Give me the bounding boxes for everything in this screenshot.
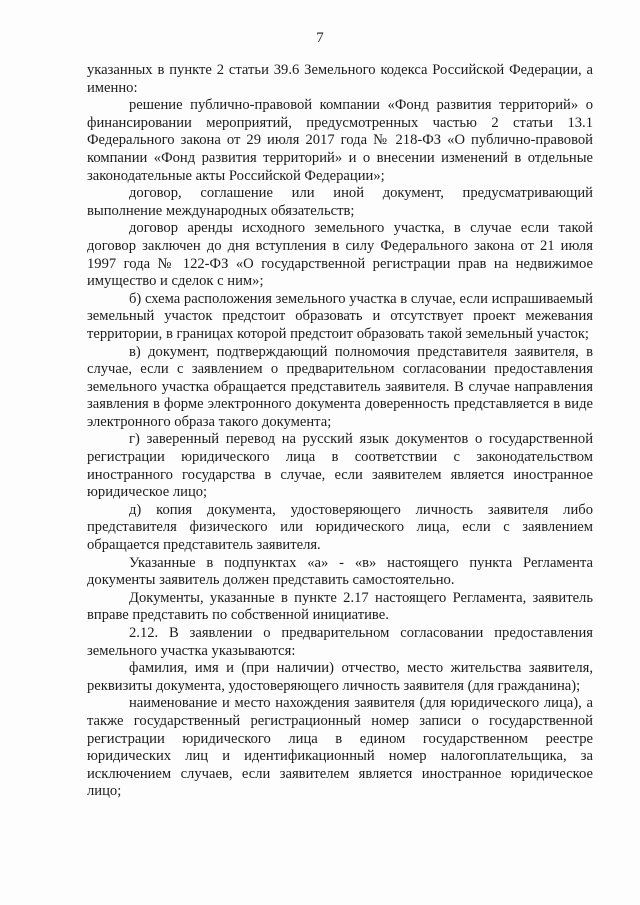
paragraph: Указанные в подпунктах «а» - «в» настоящего пункта Регламента документы заявитель должен представить самостоятельно. [87,554,593,589]
paragraph: в) документ, подтверждающий полномочия представителя заявителя, в случае, если с заявлением о предварительном согласовании предоставления земельного участка обращается представитель заявителя. В случае направления заявления в форме электронного документа доверенность представляется в виде электронного образа такого документа; [87,343,593,430]
paragraph: д) копия документа, удостоверяющего личность заявителя либо представителя физического или юридического лица, если с заявлением обращается представитель заявителя. [87,501,593,554]
paragraph: решение публично-правовой компании «Фонд развития территорий» о финансировании мероприятий, предусмотренных частью 2 статьи 13.1 Федерального закона от 29 июля 2017 года № 218-ФЗ «О публично-правовой компании «Фонд развития территорий» и о внесении изменений в отдельные законодательные акты Российской Федерации»; [87,97,593,184]
page-number: 7 [316,30,324,46]
paragraph: договор аренды исходного земельного участка, в случае если такой договор заключен до дня вступления в силу Федерального закона от 21 июля 1997 года № 122-ФЗ «О государственной регистрации прав на недвижимое имущество и сделок с ним»; [87,220,593,290]
paragraph: б) схема расположения земельного участка в случае, если испрашиваемый земельный участок предстоит образовать и отсутствует проект межевания территории, в границах которой предстоит образовать такой земельный участок; [87,290,593,342]
paragraph: указанных в пункте 2 статьи 39.6 Земельного кодекса Российской Федерации, а именно: [87,62,593,96]
paragraph: 2.12. В заявлении о предварительном согласовании предоставления земельного участка указываются: [87,625,593,659]
paragraph: г) заверенный перевод на русский язык документов о государственной регистрации юридического лица в соответствии с законодательством иностранного государства в случае, если заявителем является иностранное юридическое лицо; [87,431,593,501]
paragraph: договор, соглашение или иной документ, предусматривающий выполнение международных обязательств; [87,185,593,219]
paragraph: фамилия, имя и (при наличии) отчество, место жительства заявителя, реквизиты документа, удостоверяющего личность заявителя (для гражданина); [87,660,593,694]
paragraph: наименование и место нахождения заявителя (для юридического лица), а также государственный регистрационный номер записи о государственной регистрации юридического лица в едином государственном реестре юридических лиц и идентификационный номер налогоплательщика, за исключением случаев, если заявителем является иностранное юридическое лицо; [87,695,593,800]
document-body [87,62,593,801]
paragraph: Документы, указанные в пункте 2.17 настоящего Регламента, заявитель вправе представить по собственной инициативе. [87,589,593,624]
